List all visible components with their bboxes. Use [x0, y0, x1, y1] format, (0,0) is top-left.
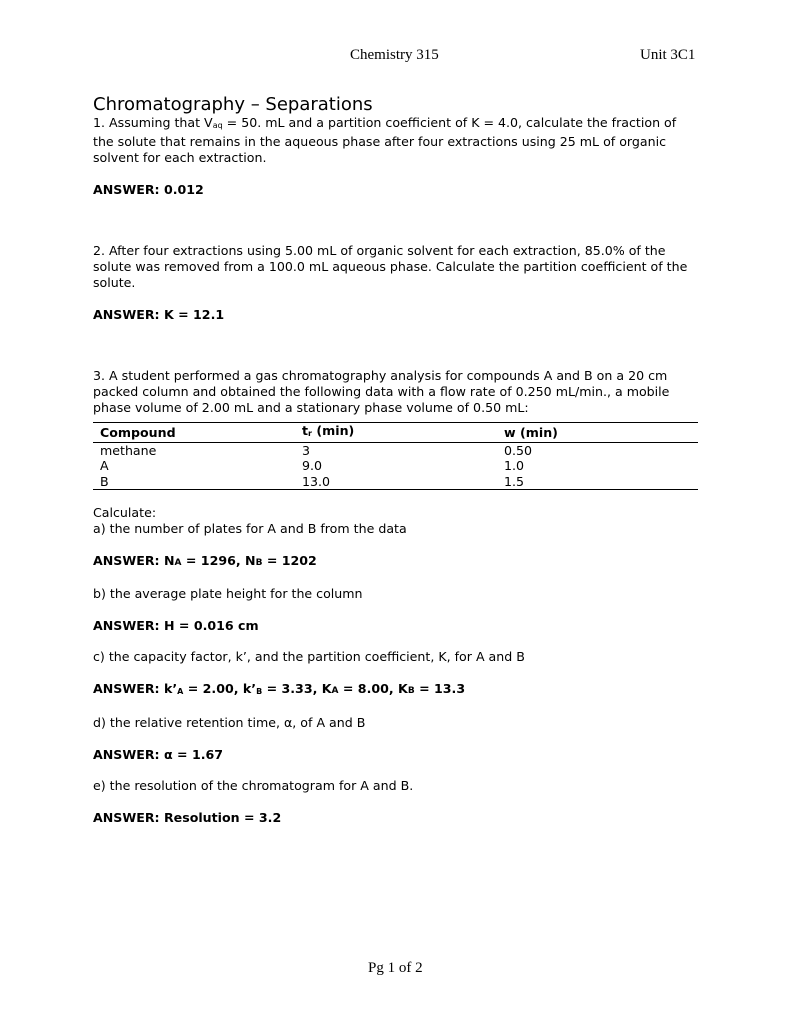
answer-3d: ANSWER: α = 1.67: [93, 747, 224, 762]
part-a-prompt: a) the number of plates for A and B from the data: [93, 521, 407, 536]
question-1: [93, 115, 699, 166]
calculate-label: Calculate:: [93, 505, 157, 520]
course-header: Chemistry 315: [350, 47, 439, 63]
col2-sub: r: [308, 429, 312, 438]
col-retention-time: [295, 423, 497, 443]
cell: methane: [100, 442, 157, 458]
question-3: 3. A student performed a gas chromatography analysis for compounds A and B on a 20 cm packed column and obtained the following data with a flow rate of 0.250 mL/min., a mobile phase volume of 2.00 mL and a stationary phase volume of 0.50 mL:: [93, 368, 670, 415]
cell: 1.0: [504, 458, 525, 473]
q1-text-start: 1. Assuming that V: [93, 115, 213, 130]
q1-text-end: = 50. mL and a partition coefficient of K = 4.0, calculate the fraction of the solute that remains in the aqueous phase after four extractions using 25 mL of organic solvent for each extraction.: [93, 115, 677, 165]
a-ans-sub2: B: [255, 558, 263, 568]
col-compound: Compound: [93, 423, 295, 443]
page-title: Chromatography – Separations: [93, 94, 373, 115]
cell: 1.5: [497, 474, 698, 490]
answer-3b: ANSWER: H = 0.016 cm: [93, 618, 259, 633]
cell: 9.0: [302, 458, 323, 473]
data-table: [93, 422, 698, 490]
c-ans-s1: A: [177, 687, 184, 696]
cell: B: [93, 474, 295, 490]
cell: 0.50: [504, 442, 533, 458]
answer-3c: [93, 681, 699, 700]
c-ans-4: = 8.00, K: [338, 681, 408, 696]
part-d-prompt: d) the relative retention time, α, of A and B: [93, 715, 366, 730]
page-number: Pg 1 of 2: [368, 960, 423, 976]
cell: 13.0: [295, 474, 497, 490]
c-ans-2: = 2.00, k’: [183, 681, 257, 696]
a-ans-3: = 1202: [262, 553, 317, 568]
c-ans-5: = 13.3: [414, 681, 466, 696]
col2-rest: (min): [311, 423, 355, 438]
a-ans-sub1: A: [174, 558, 182, 568]
a-ans-2: = 1296, N: [181, 553, 256, 568]
table-row: [93, 442, 698, 458]
table-header-row: [93, 423, 698, 443]
col2-main: t: [302, 423, 309, 438]
cell: A: [100, 458, 109, 473]
table-row: [93, 474, 698, 490]
col-width: w (min): [497, 423, 698, 443]
table-row: [93, 458, 698, 474]
c-ans-1: ANSWER: k’: [93, 681, 178, 696]
c-ans-s3: A: [331, 686, 339, 696]
answer-2: ANSWER: K = 12.1: [93, 307, 225, 322]
q1-subscript: aq: [212, 121, 223, 130]
question-2: 2. After four extractions using 5.00 mL of organic solvent for each extraction, 85.0% of the solute was removed from a 100.0 mL aqueous phase. Calculate the partition coefficient of the solute.: [93, 243, 688, 290]
c-ans-3: = 3.33, K: [262, 681, 332, 696]
part-e-prompt: e) the resolution of the chromatogram for A and B.: [93, 778, 414, 793]
c-ans-s2: B: [256, 687, 263, 696]
a-ans-1: ANSWER: N: [93, 553, 175, 568]
answer-3e: ANSWER: Resolution = 3.2: [93, 810, 282, 825]
part-c-prompt: c) the capacity factor, k’, and the partition coefficient, K, for A and B: [93, 649, 525, 664]
cell: 3: [302, 442, 311, 458]
c-ans-s4: B: [407, 686, 415, 696]
part-b-prompt: b) the average plate height for the column: [93, 586, 363, 601]
answer-3a: [93, 553, 699, 571]
unit-header: Unit 3C1: [640, 47, 696, 63]
answer-1: ANSWER: 0.012: [93, 182, 204, 197]
worksheet-content: [93, 94, 699, 826]
